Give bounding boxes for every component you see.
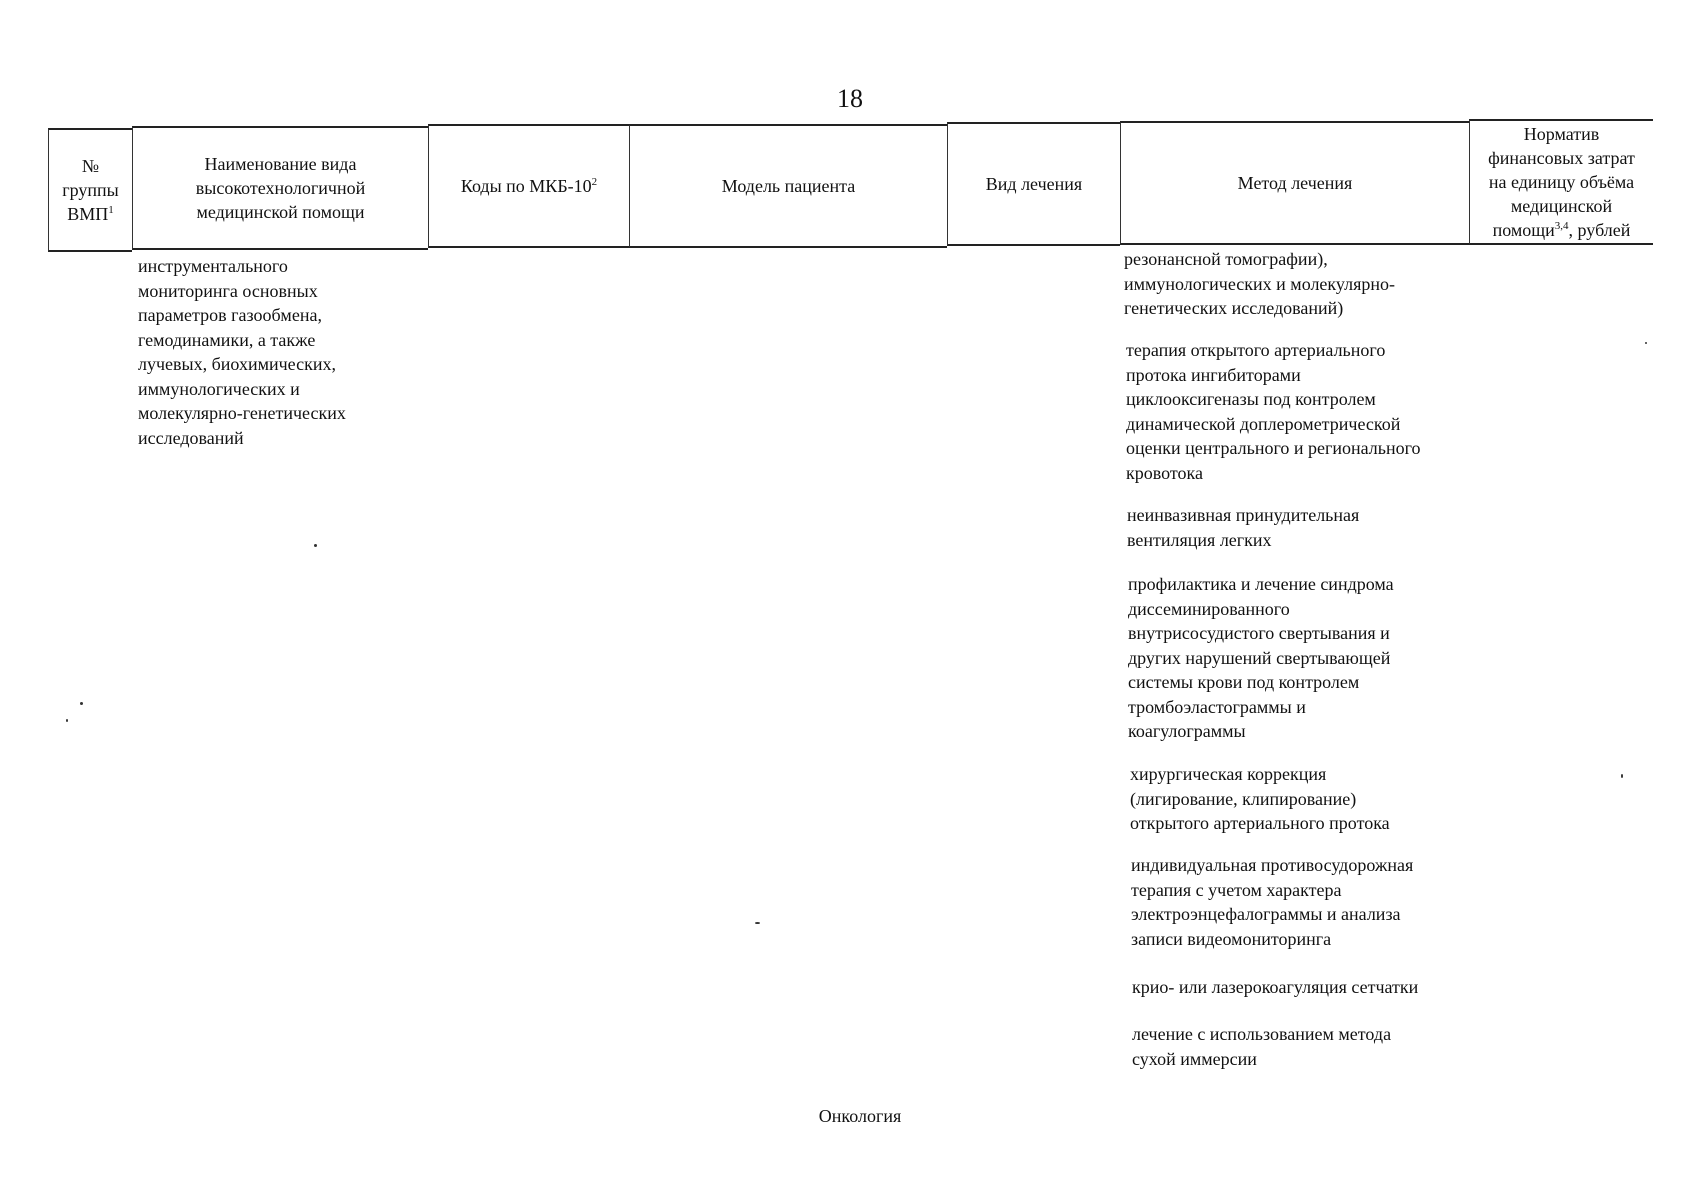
- method-line: диссеминированного: [1128, 598, 1290, 619]
- name-line: мониторинга основных: [138, 280, 318, 301]
- name-line: инструментального: [138, 256, 288, 276]
- scan-speck: [80, 702, 83, 705]
- method-line: циклооксигеназы под контролем: [1126, 389, 1376, 409]
- header-col-cost-line-1: Норматив: [1523, 124, 1600, 144]
- method-block-dry-immersion: [1132, 1022, 1391, 1071]
- method-line: динамической доплерометрической: [1126, 413, 1401, 434]
- scan-speck: [1621, 774, 1623, 778]
- name-line: иммунологических и: [138, 378, 300, 399]
- header-col-cost-standard: [1469, 119, 1653, 245]
- method-line: вентиляция легких: [1127, 529, 1272, 550]
- method-line: резонансной томографии),: [1124, 249, 1328, 269]
- header-col-cost-line-4: медицинской: [1510, 196, 1613, 216]
- method-line: других нарушений свертывающей: [1128, 647, 1391, 668]
- section-title-oncology: Онкология: [818, 1106, 902, 1126]
- method-line: лечение с использованием метода: [1132, 1024, 1392, 1044]
- header-col-group-number-line-2: группы: [62, 180, 119, 200]
- method-line: терапия с учетом характера: [1131, 879, 1342, 900]
- method-line: внутрисосудистого свертывания и: [1128, 623, 1390, 643]
- method-line: записи видеомониторинга: [1131, 928, 1332, 949]
- name-line: молекулярно-генетических: [138, 403, 346, 423]
- method-line: генетических исследований): [1124, 298, 1344, 318]
- method-line: тромбоэластограммы и: [1128, 696, 1306, 717]
- header-col-name-line-2: высокотехнологичной: [195, 178, 366, 198]
- header-col-name-line-3: медицинской помощи: [196, 202, 365, 222]
- header-col-treatment-type: Вид лечения: [947, 122, 1120, 246]
- method-line: (лигирование, клипирование): [1130, 788, 1357, 809]
- method-line: протока ингибиторами: [1126, 364, 1301, 385]
- method-line: коагулограммы: [1128, 721, 1246, 741]
- method-line: крио- или лазерокоагуляция сетчатки: [1132, 977, 1419, 997]
- method-line: неинвазивная принудительная: [1127, 505, 1360, 525]
- header-col-group-number: [48, 128, 132, 252]
- header-col-icd-codes: Коды по МКБ-$10^2$: [428, 124, 629, 248]
- method-line: иммунологических и молекулярно-: [1124, 273, 1396, 294]
- header-col-group-number-line-3: ВМП$^1$: [67, 204, 114, 224]
- scan-speck: [755, 922, 760, 924]
- header-col-name-line-1: Наименование вида: [204, 154, 357, 174]
- name-line: гемодинамики, а также: [138, 329, 316, 350]
- header-col-cost-line-5: помощи$^{3,4}$, рублей: [1492, 220, 1631, 240]
- method-block-anticonvulsant: [1131, 853, 1413, 951]
- scan-speck: [1645, 342, 1647, 344]
- name-column-text: [138, 254, 346, 450]
- method-line: электроэнцефалограммы и анализа: [1131, 904, 1401, 924]
- method-block-surgical-correction: [1130, 762, 1390, 836]
- scan-speck: [66, 719, 68, 722]
- method-line: индивидуальная противосудорожная: [1131, 855, 1414, 875]
- name-line: лучевых, биохимических,: [138, 354, 336, 374]
- method-line: хирургическая коррекция: [1130, 764, 1327, 784]
- method-block-ductus-therapy: [1126, 338, 1421, 485]
- method-line: системы крови под контролем: [1128, 672, 1360, 692]
- method-line: сухой иммерсии: [1132, 1048, 1257, 1069]
- method-block-retina-coagulation: [1132, 975, 1418, 1000]
- header-col-name: [132, 126, 428, 250]
- name-line: исследований: [138, 427, 244, 448]
- header-col-treatment-method: Метод лечения: [1120, 121, 1469, 245]
- name-line: параметров газообмена,: [138, 305, 322, 325]
- header-col-cost-line-3: на единицу объёма: [1488, 172, 1635, 192]
- method-block-mri-continuation: [1124, 247, 1395, 321]
- header-col-group-number-line-1: №: [81, 156, 100, 176]
- method-block-ventilation: [1127, 503, 1359, 552]
- method-line: открытого артериального протока: [1130, 813, 1390, 833]
- method-block-dic-prophylaxis: [1128, 572, 1394, 744]
- method-line: терапия открытого артериального: [1126, 340, 1386, 360]
- method-line: оценки центрального и регионального: [1126, 438, 1421, 458]
- header-col-cost-line-2: финансовых затрат: [1488, 148, 1635, 168]
- scan-speck: [314, 544, 317, 547]
- header-col-patient-model: Модель пациента: [629, 124, 947, 248]
- method-line: кровотока: [1126, 462, 1203, 483]
- method-line: профилактика и лечение синдрома: [1128, 574, 1394, 594]
- page-number: 18: [837, 84, 863, 113]
